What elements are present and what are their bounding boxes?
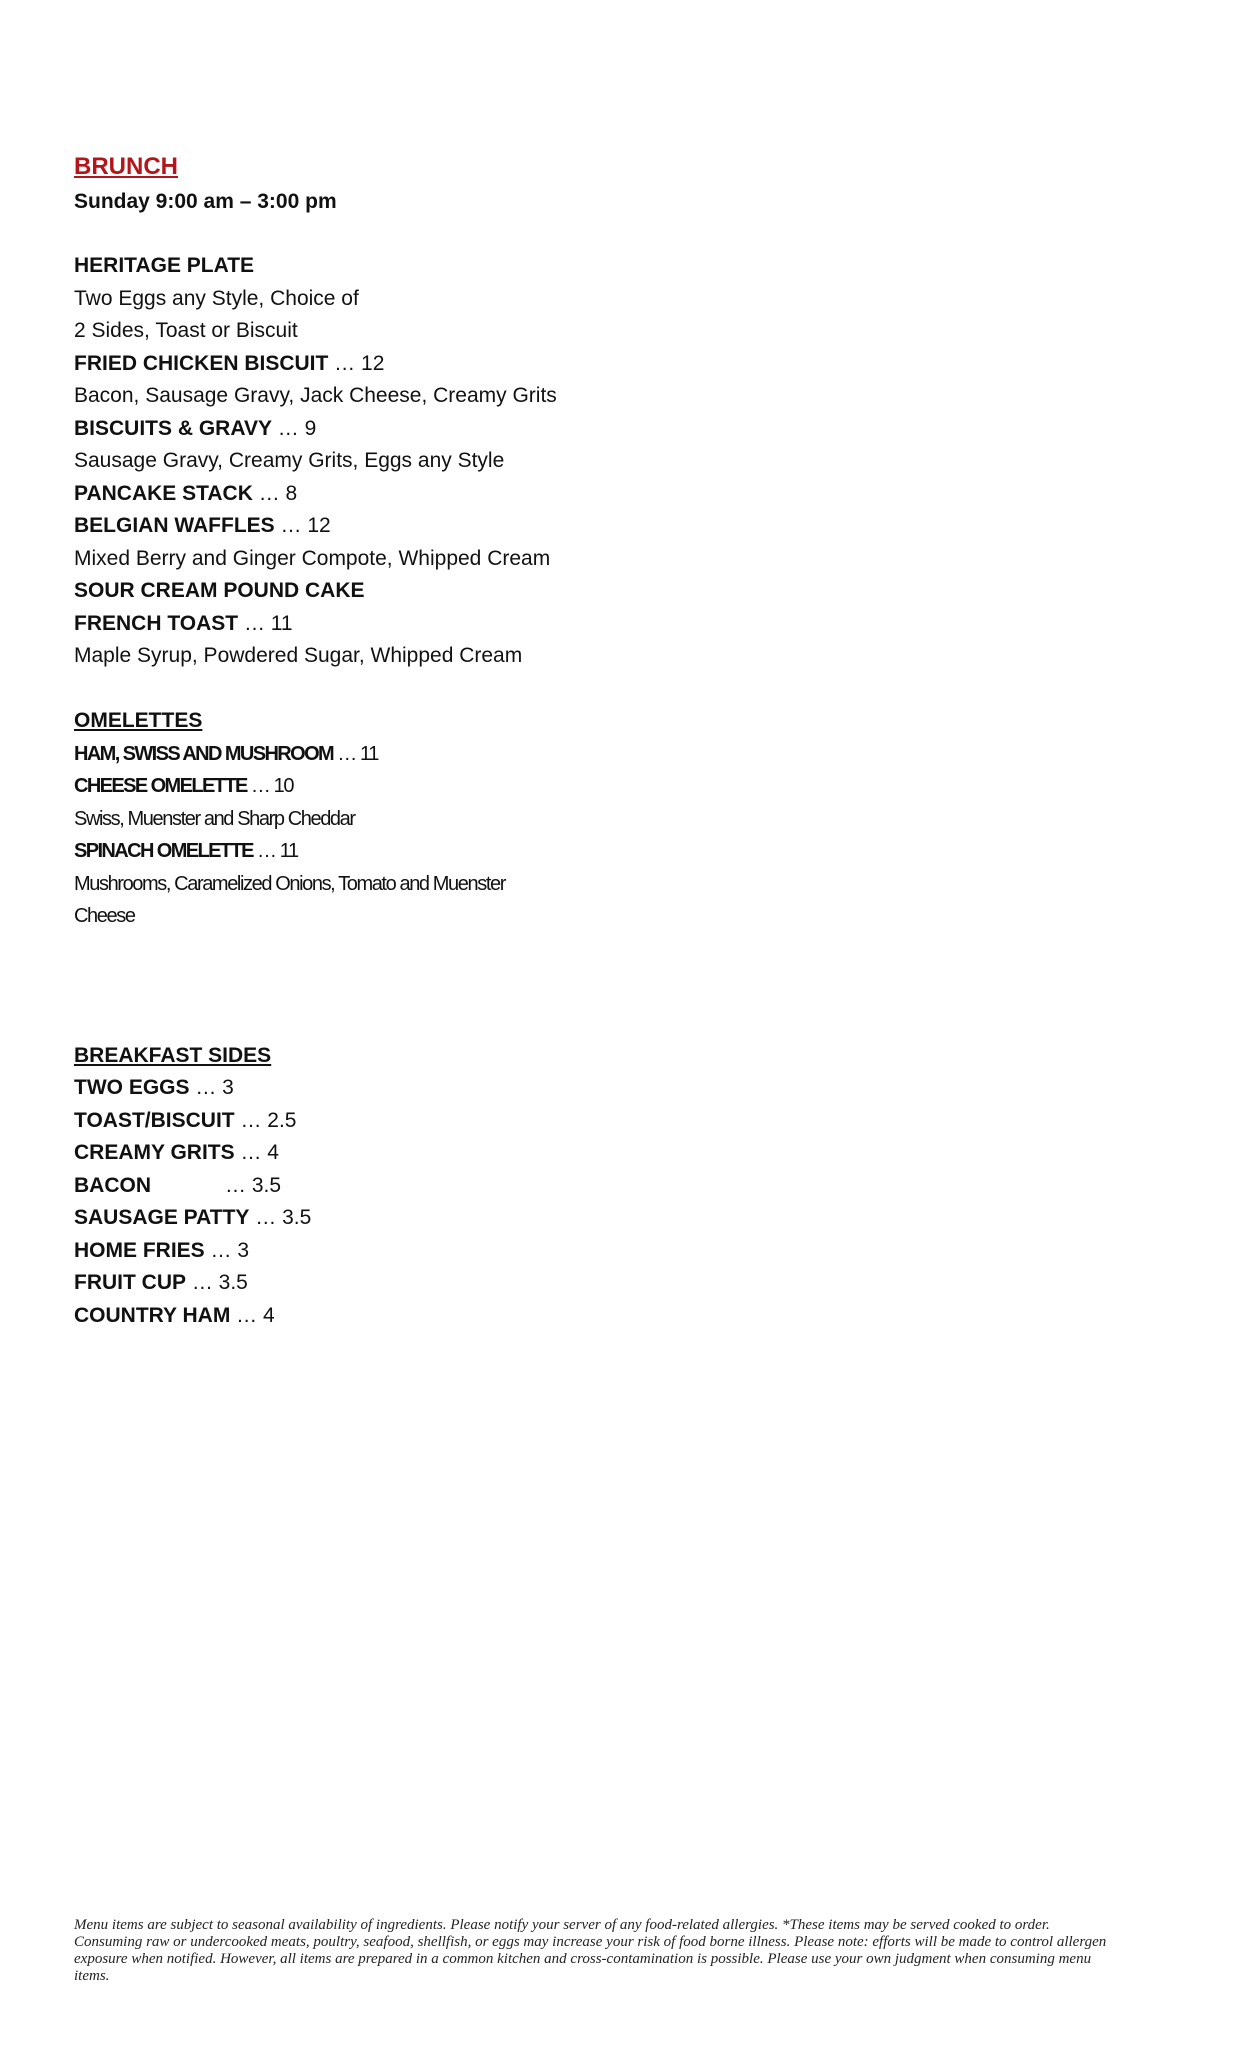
item-name: FRENCH TOAST [74,612,239,635]
item-price: … 8 [252,482,298,505]
item-price: … 4 [234,1141,279,1164]
item-price: … 3.5 [249,1206,312,1229]
side-item [74,1137,279,1169]
disclaimer-line: Menu items are subject to seasonal availability of ingredients. Please notify your server of any food-related allergies. *These items may be served cooked to order. [74,1917,1050,1933]
item-name: HAM, SWISS AND MUSHROOM [74,743,334,765]
item-price: … 11 [333,743,379,765]
side-item [74,1202,311,1234]
item-name: CREAMY GRITS [74,1141,235,1164]
item-price: … 11 [238,612,293,635]
item-price: … 3 [189,1076,234,1099]
item-price: … 3.5 [225,1174,282,1197]
item-price: … 3 [204,1239,250,1262]
item-description: 2 Sides, Toast or Biscuit [74,319,298,342]
side-item [74,1300,275,1332]
allergen-disclaimer [74,1917,1174,1985]
item-price: … 9 [271,417,317,440]
item-name: FRIED CHICKEN BISCUIT [74,352,329,375]
item-description: Cheese [74,905,135,927]
brunch-hours: Sunday 9:00 am – 3:00 pm [74,190,337,213]
menu-item [74,738,378,770]
item-name: BISCUITS & GRAVY [74,417,272,440]
menu-item [74,413,316,445]
item-name: SAUSAGE PATTY [74,1206,250,1229]
item-name: COUNTRY HAM [74,1304,231,1327]
side-item [74,1105,297,1137]
item-price: … 12 [328,352,385,375]
item-name: BELGIAN WAFFLES [74,514,275,537]
item-description: Bacon, Sausage Gravy, Jack Cheese, Creamy Grits [74,384,557,407]
menu-item [74,770,293,802]
disclaimer-line: Consuming raw or undercooked meats, poultry, seafood, shellfish, or eggs may increase your risk of food borne illness. Please note: efforts will be made to control allergen [74,1934,1107,1950]
side-item [74,1267,248,1299]
item-name: TWO EGGS [74,1076,190,1099]
item-name: SOUR CREAM POUND CAKE [74,579,365,602]
menu-item [74,608,293,640]
menu-item [74,348,384,380]
menu-item [74,250,254,282]
item-description: Sausage Gravy, Creamy Grits, Eggs any Style [74,449,505,472]
item-name: FRUIT CUP [74,1271,186,1294]
item-name: TOAST/BISCUIT [74,1109,235,1132]
item-name: SPINACH OMELETTE [74,840,253,862]
disclaimer-line: exposure when notified. However, all items are prepared in a common kitchen and cross-contamination is possible. Please use your own judgment when consuming menu [74,1951,1092,1967]
item-name: HERITAGE PLATE [74,254,255,277]
section-heading-sides: BREAKFAST SIDES [74,1044,272,1067]
item-price: … 4 [230,1304,275,1327]
menu-item [74,835,298,867]
item-price: … 11 [252,840,298,862]
item-description: Mushrooms, Caramelized Onions, Tomato and Muenster [74,873,505,895]
side-item [74,1235,249,1267]
item-name: BACON [74,1174,151,1197]
item-name: PANCAKE STACK [74,482,253,505]
menu-item [74,510,331,542]
disclaimer-line: items. [74,1968,110,1984]
menu-title: BRUNCH [74,153,178,180]
item-description: Mixed Berry and Ginger Compote, Whipped Cream [74,547,551,570]
section-heading-omelettes: OMELETTES [74,709,203,732]
item-description: Maple Syrup, Powdered Sugar, Whipped Cream [74,644,523,667]
item-price: … 10 [246,775,294,797]
item-name: CHEESE OMELETTE [74,775,247,797]
menu-item [74,478,297,510]
side-item [74,1072,234,1104]
item-description: Two Eggs any Style, Choice of [74,287,359,310]
item-price: … 3.5 [186,1271,248,1294]
menu-item [74,575,365,607]
item-description: Swiss, Muenster and Sharp Cheddar [74,808,355,830]
item-price: … 12 [274,514,331,537]
item-price: … 2.5 [234,1109,297,1132]
item-name: HOME FRIES [74,1239,205,1262]
side-item [74,1170,281,1202]
